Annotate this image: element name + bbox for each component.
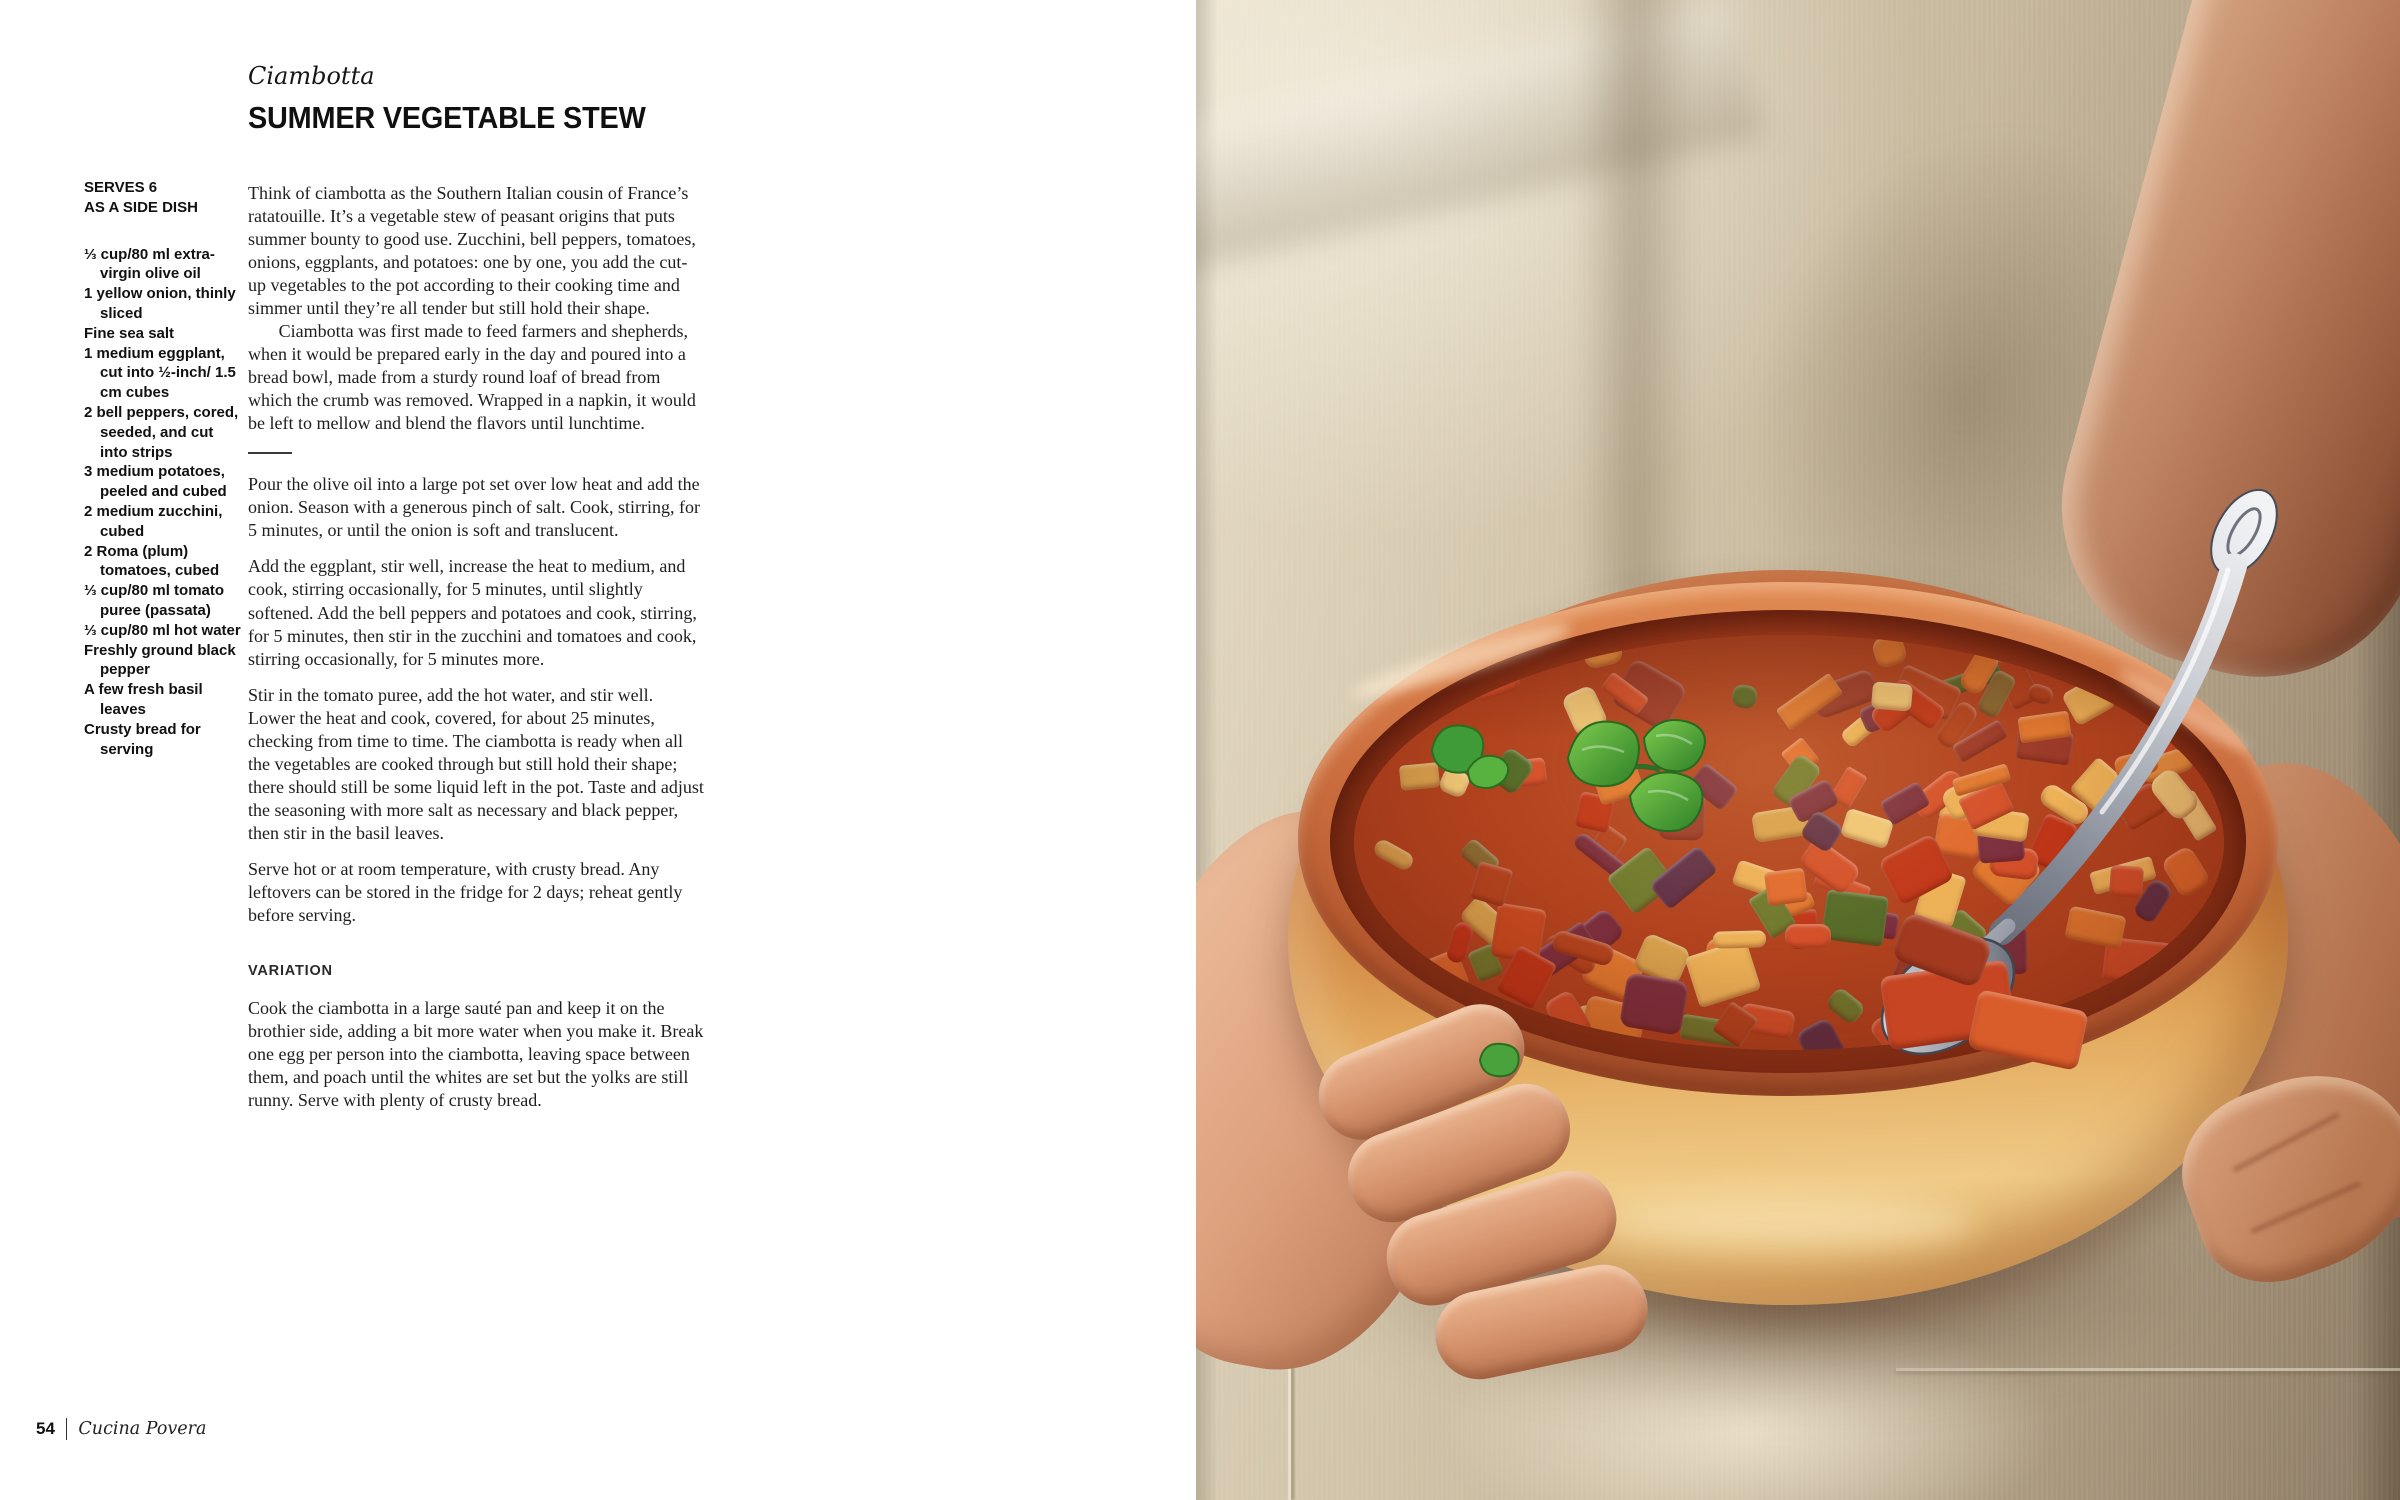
basil-sprig-large <box>1548 700 1718 840</box>
method-paragraph: Serve hot or at room temperature, with crusty bread. Any leftovers can be stored in the fridge for 2 days; reheat gently before serving. <box>248 858 683 925</box>
recipe-title: SUMMER VEGETABLE STEW <box>248 100 646 135</box>
apron-fold <box>1576 0 1696 600</box>
recipe-subtitle: Ciambotta <box>248 62 375 90</box>
recipe-sidebar <box>84 178 242 759</box>
basil-leaf-tiny <box>1476 1036 1530 1082</box>
serves-note <box>84 178 242 218</box>
stew-chunk <box>1785 924 1831 948</box>
method-paragraph: Stir in the tomato puree, add the hot water, and stir well. Lower the heat and cook, covered, for about 25 minutes, checking from time to time. The ciambotta is ready when all the vegetables are cooked through but still hold their shape; there should still be some liquid left in the pot. Taste and adjust the seasoning with more salt as necessary and black pepper, then stir in the basil leaves. <box>248 684 704 843</box>
ingredient-item: 1 medium eggplant, cut into ½-inch/ 1.5 cm cubes <box>84 344 236 402</box>
ingredient-item: Crusty bread for serving <box>84 720 201 758</box>
ingredient-item: ⅓ cup/80 ml extra-virgin olive oil <box>84 245 215 283</box>
stew-chunk <box>1619 973 1689 1036</box>
stew-chunk <box>1731 683 1758 709</box>
stew-chunk <box>1684 938 1761 1008</box>
stew-chunk <box>1582 638 1625 671</box>
stew-chunk <box>1764 868 1808 907</box>
basil-leaves-small <box>1424 712 1514 792</box>
book-title: Cucina Povera <box>78 1419 207 1439</box>
serves-line-1: SERVES 6 <box>84 179 158 196</box>
ingredient-item: A few fresh basil leaves <box>84 681 203 718</box>
stew-chunk <box>1795 1017 1853 1050</box>
ingredient-item: 1 yellow onion, thinly sliced <box>84 285 236 322</box>
recipe-main-column <box>248 62 704 1125</box>
intro-paragraph: Think of ciambotta as the Southern Italian cousin of France’s ratatouille. It’s a vegetable stew of peasant origins that puts summer bounty to good use. Zucchini, bell peppers, tomatoes, onions, eggplants, and potatoes: one by one, you add the cut-up vegetables to the pot according to their cooking time and simmer until they’re all tender but still hold their shape. <box>248 183 696 319</box>
ingredient-item: ⅓ cup/80 ml tomato puree (passata) <box>84 582 225 619</box>
ingredient-item: 2 Roma (plum) tomatoes, cubed <box>84 542 220 580</box>
recipe-body <box>248 182 704 1112</box>
ingredient-item: 2 bell peppers, cored, seeded, and cut into strips <box>84 403 239 461</box>
recipe-photo <box>1196 0 2400 1500</box>
stew-chunk <box>1713 930 1766 948</box>
page-number: 54 <box>36 1419 55 1438</box>
stew-chunk <box>1649 845 1719 911</box>
footer-divider <box>66 1418 68 1440</box>
ingredient-list <box>84 245 242 760</box>
method-paragraph: Add the eggplant, stir well, increase the heat to medium, and cook, stirring occasionally, for 5 minutes, until slightly softened. Add the bell peppers and potatoes and cook, stirring, for 5 minutes, then stir in the zucchini and tomatoes and cook, stirring occasionally, for 5 minutes more. <box>248 556 697 669</box>
ingredient-item: Fine sea salt <box>84 324 175 342</box>
ingredient-item: 3 medium potatoes, peeled and cubed <box>84 463 227 501</box>
section-divider <box>248 452 292 454</box>
stew-chunk <box>1363 926 1400 974</box>
stew-chunk <box>1471 670 1522 702</box>
intro-paragraph: Ciambotta was first made to feed farmers and shepherds, when it would be prepared early in the day and poured into a bread bowl, made from a sturdy round loaf of bread from which the crumb was removed. Wrapped in a napkin, it would be left to mellow and blend the flavors until lunchtime. <box>248 321 696 434</box>
ingredient-item: ⅓ cup/80 ml hot water <box>84 621 241 639</box>
recipe-page <box>0 0 1196 1500</box>
variation-paragraph: Cook the ciambotta in a large sauté pan and keep it on the brothier side, adding a bit more water when you make it. Break one egg per person into the ciambotta, leaving space between them, and poach until the whites are set but the yolks are still runny. Serve with plenty of crusty bread. <box>248 997 704 1111</box>
page-footer <box>36 1418 206 1440</box>
method-paragraph: Pour the olive oil into a large pot set over low heat and add the onion. Season with a generous pinch of salt. Cook, stirring, for 5 minutes, or until the onion is soft and translucent. <box>248 474 700 541</box>
spoon-shaft <box>2002 566 2234 932</box>
variation-heading: VARIATION <box>248 962 333 979</box>
serves-line-2: AS A SIDE DISH <box>84 198 198 216</box>
ingredient-item: 2 medium zucchini, cubed <box>84 502 223 540</box>
glaze-highlight <box>1596 1195 1976 1251</box>
stew-chunk <box>1371 837 1416 873</box>
ingredient-item: Freshly ground black pepper <box>84 641 236 679</box>
